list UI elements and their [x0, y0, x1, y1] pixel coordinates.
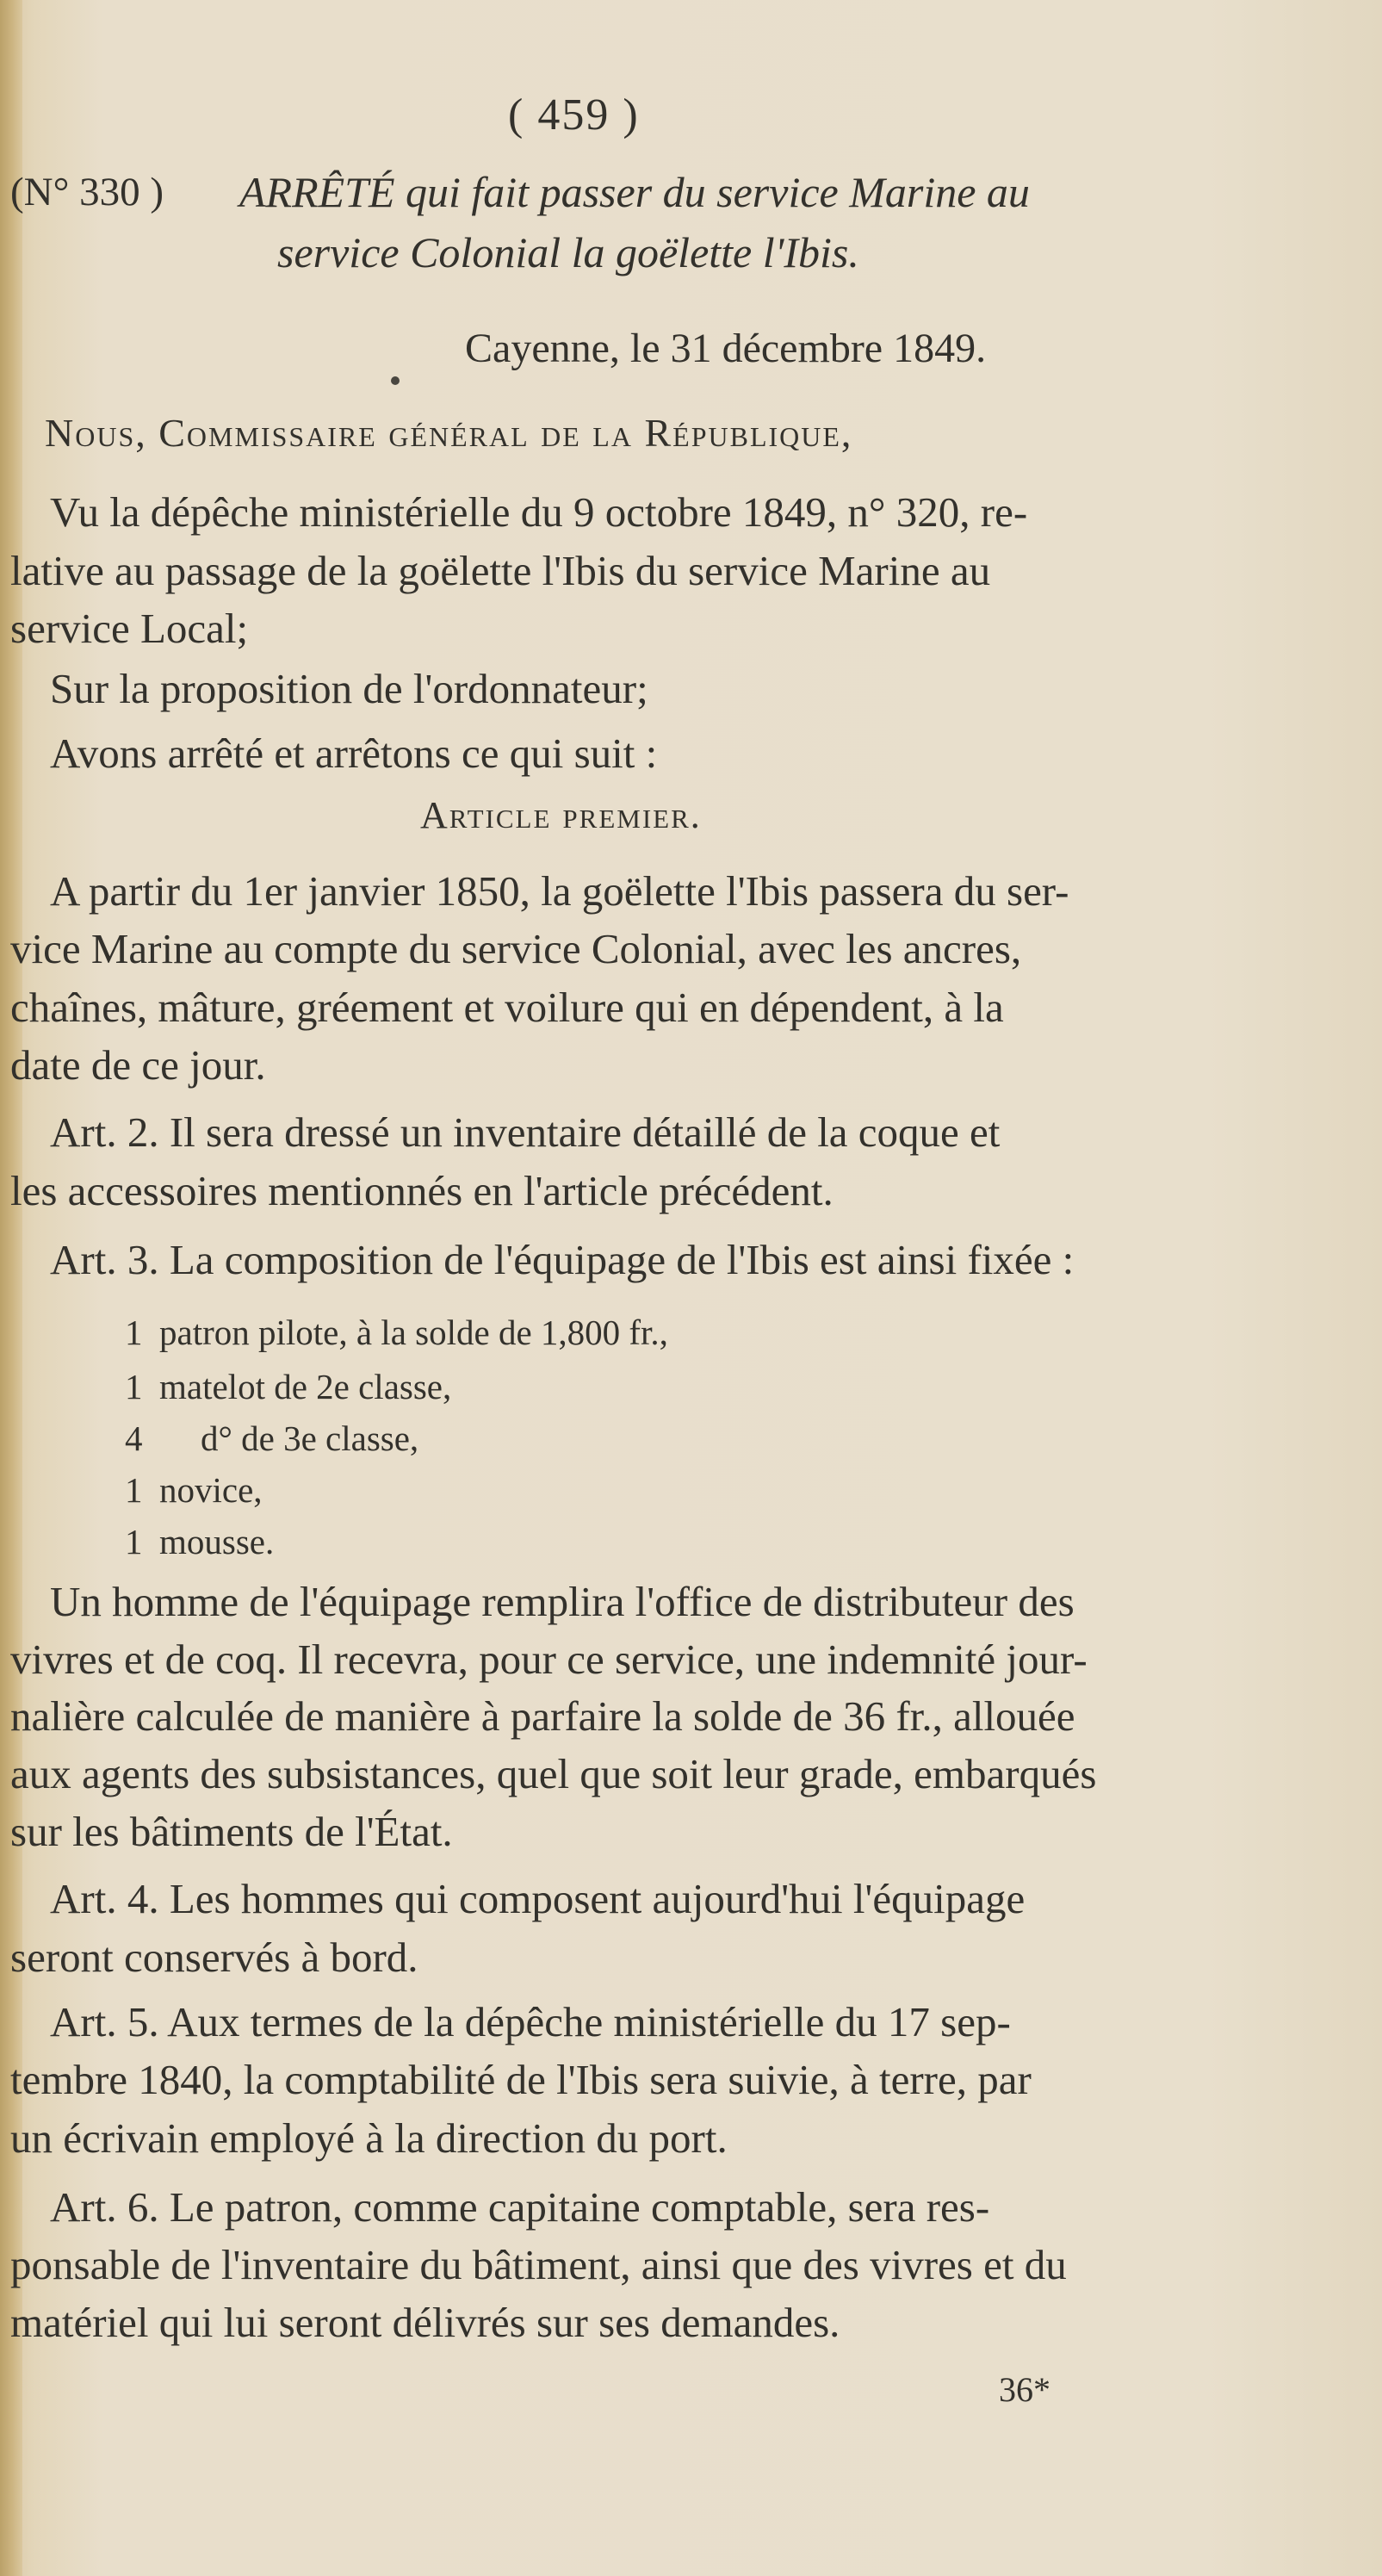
article-3-paragraph-line: Un homme de l'équipage remplira l'office de distributeur des [50, 1578, 1075, 1625]
article-6-line: Art. 6. Le patron, comme capitaine comptable, sera res- [50, 2183, 990, 2231]
decree-number: (N° 330 ) [10, 170, 164, 214]
article-1-line: A partir du 1er janvier 1850, la goëlette l'Ibis passera du ser- [50, 867, 1069, 915]
article-3-paragraph-line: vivres et de coq. Il recevra, pour ce service, une indemnité jour- [10, 1636, 1088, 1683]
signature-mark: 36* [999, 2370, 1050, 2409]
article-4-line: Art. 4. Les hommes qui composent aujourd'hui l'équipage [50, 1875, 1026, 1922]
crew-role: matelot de 2e classe, [159, 1367, 452, 1406]
crew-count: 4 [125, 1418, 143, 1458]
article-1-line: chaînes, mâture, gréement et voilure qui en dépendent, à la [10, 984, 1004, 1031]
consideration-line: Avons arrêté et arrêtons ce qui suit : [50, 729, 658, 777]
article-2-line: Art. 2. Il sera dressé un inventaire détaillé de la coque et [50, 1108, 1001, 1156]
article-3-intro: Art. 3. La composition de l'équipage de l'Ibis est ainsi fixée : [50, 1236, 1075, 1283]
decree-heading-line-1: ARRÊTÉ qui fait passer du service Marine au [239, 168, 1030, 216]
consideration-line: lative au passage de la goëlette l'Ibis du service Marine au [10, 547, 991, 594]
article-6-line: matériel qui lui seront délivrés sur ses demandes. [10, 2299, 840, 2346]
article-title: Article premier. [420, 794, 702, 836]
article-1-line: date de ce jour. [10, 1041, 266, 1089]
article-2-line: les accessoires mentionnés en l'article précédent. [10, 1167, 834, 1214]
page-number: ( 459 ) [508, 90, 640, 140]
ink-spot [391, 376, 400, 385]
consideration-line: Vu la dépêche ministérielle du 9 octobre 1849, n° 320, re- [50, 488, 1028, 536]
page-binding-edge [0, 0, 22, 2576]
authority-line: Nous, Commissaire général de la République, [45, 411, 853, 455]
consideration-line: service Local; [10, 605, 249, 652]
crew-count: 1 [125, 1522, 143, 1561]
crew-count: 1 [125, 1313, 143, 1352]
article-5-line: tembre 1840, la comptabilité de l'Ibis sera suivie, à terre, par [10, 2056, 1032, 2103]
consideration-line: Sur la proposition de l'ordonnateur; [50, 665, 648, 712]
crew-role: d° de 3e classe, [201, 1418, 419, 1458]
place-date: Cayenne, le 31 décembre 1849. [465, 326, 987, 371]
crew-role: patron pilote, à la solde de 1,800 fr., [159, 1313, 668, 1352]
article-3-paragraph-line: nalière calculée de manière à parfaire la solde de 36 fr., allouée [10, 1692, 1075, 1740]
article-5-line: Art. 5. Aux termes de la dépêche ministérielle du 17 sep- [50, 1998, 1011, 2045]
article-3-paragraph-line: aux agents des subsistances, quel que soit leur grade, embarqués [10, 1750, 1097, 1797]
article-5-line: un écrivain employé à la direction du port. [10, 2114, 728, 2162]
crew-role: novice, [159, 1470, 263, 1510]
article-4-line: seront conservés à bord. [10, 1934, 418, 1981]
article-3-paragraph-line: sur les bâtiments de l'État. [10, 1808, 453, 1855]
crew-count: 1 [125, 1367, 143, 1406]
article-1-line: vice Marine au compte du service Colonial, avec les ancres, [10, 925, 1022, 972]
article-6-line: ponsable de l'inventaire du bâtiment, ainsi que des vivres et du [10, 2241, 1067, 2288]
decree-heading-line-2: service Colonial la goëlette l'Ibis. [277, 228, 859, 276]
crew-role: mousse. [159, 1522, 275, 1561]
crew-count: 1 [125, 1470, 143, 1510]
